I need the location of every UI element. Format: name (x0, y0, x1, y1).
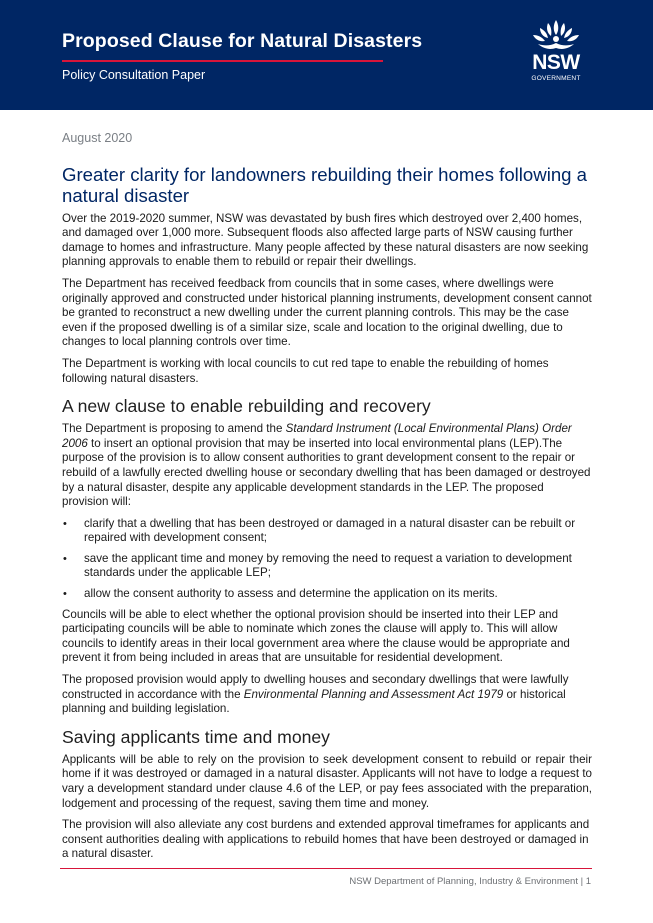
savings-paragraph: Applicants will be able to rely on the provision to seek development consent to rebuild or repair their home if it was destroyed or damaged in a natural disaster. Applicants will not have to lodge a request to vary a development standard under clause 4.6 of the LEP, or pay fees associated with the preparation, lodgement and processing of the request, saving them time and money. (62, 752, 592, 810)
clause-paragraph: Councils will be able to elect whether the optional provision should be inserted into their LEP and participating councils will be able to nominate which zones the clause will apply to. This will allow councils to identify areas in their local government area where the clause would be appropriate and prevent it from being included in areas that are unsuitable for residential development. (62, 607, 570, 665)
nsw-government-logo (524, 18, 588, 88)
waratah-icon (524, 18, 588, 54)
text-run: or historical planning and building legislation. (62, 687, 566, 716)
provision-list (62, 517, 592, 602)
text-run: The proposed provision would apply to dwelling houses and secondary dwellings that were lawfully constructed in accordance with the (62, 673, 569, 701)
document-title: Proposed Clause for Natural Disasters (62, 30, 423, 52)
intro-paragraph: Over the 2019-2020 summer, NSW was devastated by bush fires which destroyed over 2,400 homes, and damaged over 1,000 more. Subsequent floods also affected large parts of NSW causing further damage to homes and infrastructure. Many people affected by these natural disasters are now seeking planning approvals to enable them to rebuild or repair their dwellings. (62, 211, 589, 269)
bullet-marker: • (63, 552, 67, 565)
publication-date: August 2020 (62, 131, 133, 145)
clause-section-heading: A new clause to enable rebuilding and recovery (62, 396, 431, 417)
instrument-title: Standard Instrument (Local Environmental Plans) Order 2006 (62, 422, 572, 450)
logo-subtext: GOVERNMENT (531, 75, 581, 82)
savings-section-heading: Saving applicants time and money (62, 726, 330, 747)
list-item-text: allow the consent authority to assess and determine the application on its merits. (84, 587, 498, 601)
document-body (62, 131, 592, 869)
document-subtitle: Policy Consultation Paper (62, 68, 206, 82)
page-footer: NSW Department of Planning, Industry & Environment | 1 (349, 876, 591, 887)
clause-paragraph (62, 422, 592, 510)
title-underline (62, 60, 383, 62)
list-item (62, 517, 592, 546)
list-item (62, 587, 592, 602)
bullet-marker: • (63, 517, 67, 530)
act-title: Environmental Planning and Assessment Act 1979 (243, 687, 504, 701)
logo-wordmark: NSW (532, 51, 580, 74)
text-run: The Department is proposing to amend the (62, 422, 286, 436)
text-run: to insert an optional provision that may be inserted into local environmental plans (LEP).The purpose of the provision is to allow consent authorities to grant development consent to the repair or rebuild of a lawfully erected dwelling house or secondary dwelling that has been damaged or destroyed by a natural disaster, despite any applicable development standards in the LEP. The proposed provision will: (62, 436, 591, 509)
list-item-text: clarify that a dwelling that has been destroyed or damaged in a natural disaster can be rebuilt or repaired with development consent; (84, 516, 576, 545)
list-item (62, 552, 592, 581)
bullet-marker: • (63, 588, 67, 601)
intro-paragraph: The Department is working with local councils to cut red tape to enable the rebuilding of homes following natural disasters. (62, 356, 549, 385)
list-item-text: save the applicant time and money by removing the need to request a variation to development standards under the applicable LEP; (84, 551, 572, 580)
clause-paragraph (62, 673, 592, 717)
footer-divider (60, 868, 592, 869)
intro-paragraph: The Department has received feedback from councils that in some cases, where dwellings were originally approved and constructed under historical planning instruments, development consent cannot be granted to reconstruct a new dwelling under the current planning controls. This may be the case even if the proposed dwelling is of a similar size, scale and location to the original dwelling, due to changes to local planning controls over time. (62, 276, 592, 349)
intro-heading: Greater clarity for landowners rebuilding their homes following a natural disaster (62, 163, 588, 206)
page-header (0, 0, 653, 110)
savings-paragraph: The provision will also alleviate any cost burdens and extended approval timeframes for applicants and consent authorities dealing with applications to rebuild homes that have been destroyed or damaged in a natural disaster. (62, 818, 590, 861)
